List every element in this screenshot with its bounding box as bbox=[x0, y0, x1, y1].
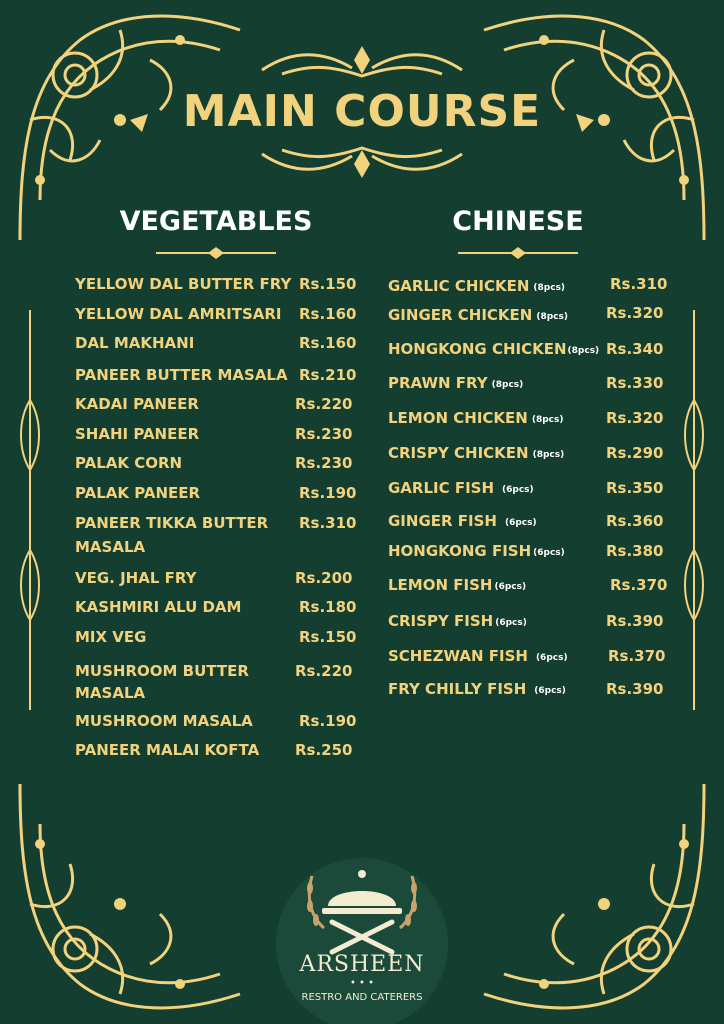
item-name: YELLOW DAL BUTTER FRY bbox=[75, 275, 292, 293]
item-pcs: (6pcs) bbox=[534, 686, 566, 696]
item-pcs: (8pcs) bbox=[491, 380, 524, 390]
item-price: Rs.210 bbox=[299, 366, 357, 384]
item-name-line2: MASALA bbox=[75, 538, 146, 556]
item-name: YELLOW DAL AMRITSARI bbox=[75, 305, 282, 323]
item-name-line2: MASALA bbox=[75, 684, 146, 702]
item-price: Rs.230 bbox=[295, 425, 353, 443]
item-price: Rs.370 bbox=[610, 576, 668, 594]
item-pcs: (8pcs) bbox=[532, 450, 565, 460]
item-price: Rs.220 bbox=[295, 395, 353, 413]
item-price: Rs.290 bbox=[606, 444, 664, 462]
item-pcs: (8pcs) bbox=[533, 283, 566, 293]
item-name: GARLIC CHICKEN bbox=[388, 277, 530, 295]
item-pcs: (6pcs) bbox=[494, 582, 527, 592]
item-name: GARLIC FISH bbox=[388, 479, 495, 497]
item-name-wrap bbox=[388, 476, 534, 502]
item-pcs: (6pcs) bbox=[495, 618, 527, 628]
item-name: LEMON CHICKEN bbox=[388, 409, 528, 427]
item-price: Rs.200 bbox=[295, 569, 353, 587]
item-price: Rs.230 bbox=[295, 454, 353, 472]
chinese-heading: CHINESE bbox=[452, 206, 584, 237]
item-name: LEMON FISH bbox=[388, 576, 493, 594]
logo-tagline: RESTRO AND CATERERS bbox=[301, 992, 423, 1003]
item-name: PANEER MALAI KOFTA bbox=[75, 741, 260, 759]
item-price: Rs.340 bbox=[606, 340, 664, 358]
item-name-wrap bbox=[388, 441, 564, 467]
item-name: HONGKONG FISH bbox=[388, 542, 532, 560]
item-name-wrap bbox=[388, 406, 563, 432]
item-price: Rs.370 bbox=[608, 647, 666, 665]
item-price: Rs.160 bbox=[299, 305, 357, 323]
item-name: PALAK PANEER bbox=[75, 484, 201, 502]
item-name: CRISPY FISH bbox=[388, 612, 494, 630]
logo-dots: • • • bbox=[349, 978, 375, 989]
item-price: Rs.150 bbox=[299, 275, 357, 293]
item-pcs: (8pcs) bbox=[536, 312, 568, 322]
item-name-wrap bbox=[388, 509, 537, 535]
item-name: MUSHROOM BUTTER bbox=[75, 662, 249, 680]
item-price: Rs.160 bbox=[299, 334, 357, 352]
item-name-wrap bbox=[388, 274, 565, 300]
item-price: Rs.190 bbox=[299, 712, 357, 730]
item-name-wrap bbox=[388, 644, 568, 670]
item-pcs: (8pcs) bbox=[567, 346, 600, 356]
item-price: Rs.220 bbox=[295, 662, 353, 680]
item-pcs: (6pcs) bbox=[504, 518, 537, 528]
side-ornament-left bbox=[18, 310, 42, 710]
item-price: Rs.190 bbox=[299, 484, 357, 502]
item-price: Rs.360 bbox=[606, 512, 664, 530]
item-name-wrap bbox=[388, 337, 599, 363]
title-flourish-top bbox=[252, 40, 472, 84]
item-price: Rs.390 bbox=[606, 680, 664, 698]
item-price: Rs.310 bbox=[299, 514, 357, 532]
vegetables-divider bbox=[156, 246, 276, 260]
item-price: Rs.150 bbox=[299, 628, 357, 646]
logo-name: ARSHEEN bbox=[299, 952, 425, 977]
item-name: PANEER BUTTER MASALA bbox=[75, 366, 288, 384]
item-price: Rs.180 bbox=[299, 598, 357, 616]
item-name: GINGER FISH bbox=[388, 512, 497, 530]
item-name: DAL MAKHANI bbox=[75, 334, 195, 352]
item-name-wrap bbox=[388, 303, 568, 329]
item-name: SCHEZWAN FISH bbox=[388, 647, 528, 665]
item-pcs: (6pcs) bbox=[535, 653, 568, 663]
item-price: Rs.380 bbox=[606, 542, 664, 560]
item-pcs: (8pcs) bbox=[531, 415, 564, 425]
item-name: PALAK CORN bbox=[75, 454, 183, 472]
item-name: MUSHROOM MASALA bbox=[75, 712, 253, 730]
item-name: MIX VEG bbox=[75, 628, 147, 646]
item-price: Rs.350 bbox=[606, 479, 664, 497]
item-name: SHAHI PANEER bbox=[75, 425, 200, 443]
item-name-wrap bbox=[388, 609, 527, 635]
cloche-icon bbox=[302, 866, 422, 956]
item-name: KASHMIRI ALU DAM bbox=[75, 598, 242, 616]
side-ornament-right bbox=[682, 310, 706, 710]
page-title: MAIN COURSE bbox=[182, 86, 542, 137]
item-pcs: (6pcs) bbox=[533, 548, 565, 558]
item-pcs: (6pcs) bbox=[502, 485, 534, 495]
title-flourish-bottom bbox=[252, 140, 472, 184]
item-price: Rs.320 bbox=[606, 304, 664, 322]
item-name: PRAWN FRY bbox=[388, 374, 488, 392]
item-price: Rs.330 bbox=[606, 374, 664, 392]
vegetables-heading: VEGETABLES bbox=[119, 206, 313, 237]
chinese-divider bbox=[458, 246, 578, 260]
item-name: CRISPY CHICKEN bbox=[388, 444, 529, 462]
item-name-wrap bbox=[388, 677, 566, 703]
item-name-wrap bbox=[388, 573, 526, 599]
item-name: PANEER TIKKA BUTTER bbox=[75, 514, 269, 532]
item-name: FRY CHILLY FISH bbox=[388, 680, 527, 698]
item-name: HONGKONG CHICKEN bbox=[388, 340, 567, 358]
item-name-wrap bbox=[388, 539, 565, 565]
item-price: Rs.250 bbox=[295, 741, 353, 759]
item-name: GINGER CHICKEN bbox=[388, 306, 533, 324]
item-price: Rs.390 bbox=[606, 612, 664, 630]
item-name: KADAI PANEER bbox=[75, 395, 199, 413]
item-price: Rs.320 bbox=[606, 409, 664, 427]
item-name-wrap bbox=[388, 371, 523, 397]
item-price: Rs.310 bbox=[610, 275, 668, 293]
item-name: VEG. JHAL FRY bbox=[75, 569, 197, 587]
